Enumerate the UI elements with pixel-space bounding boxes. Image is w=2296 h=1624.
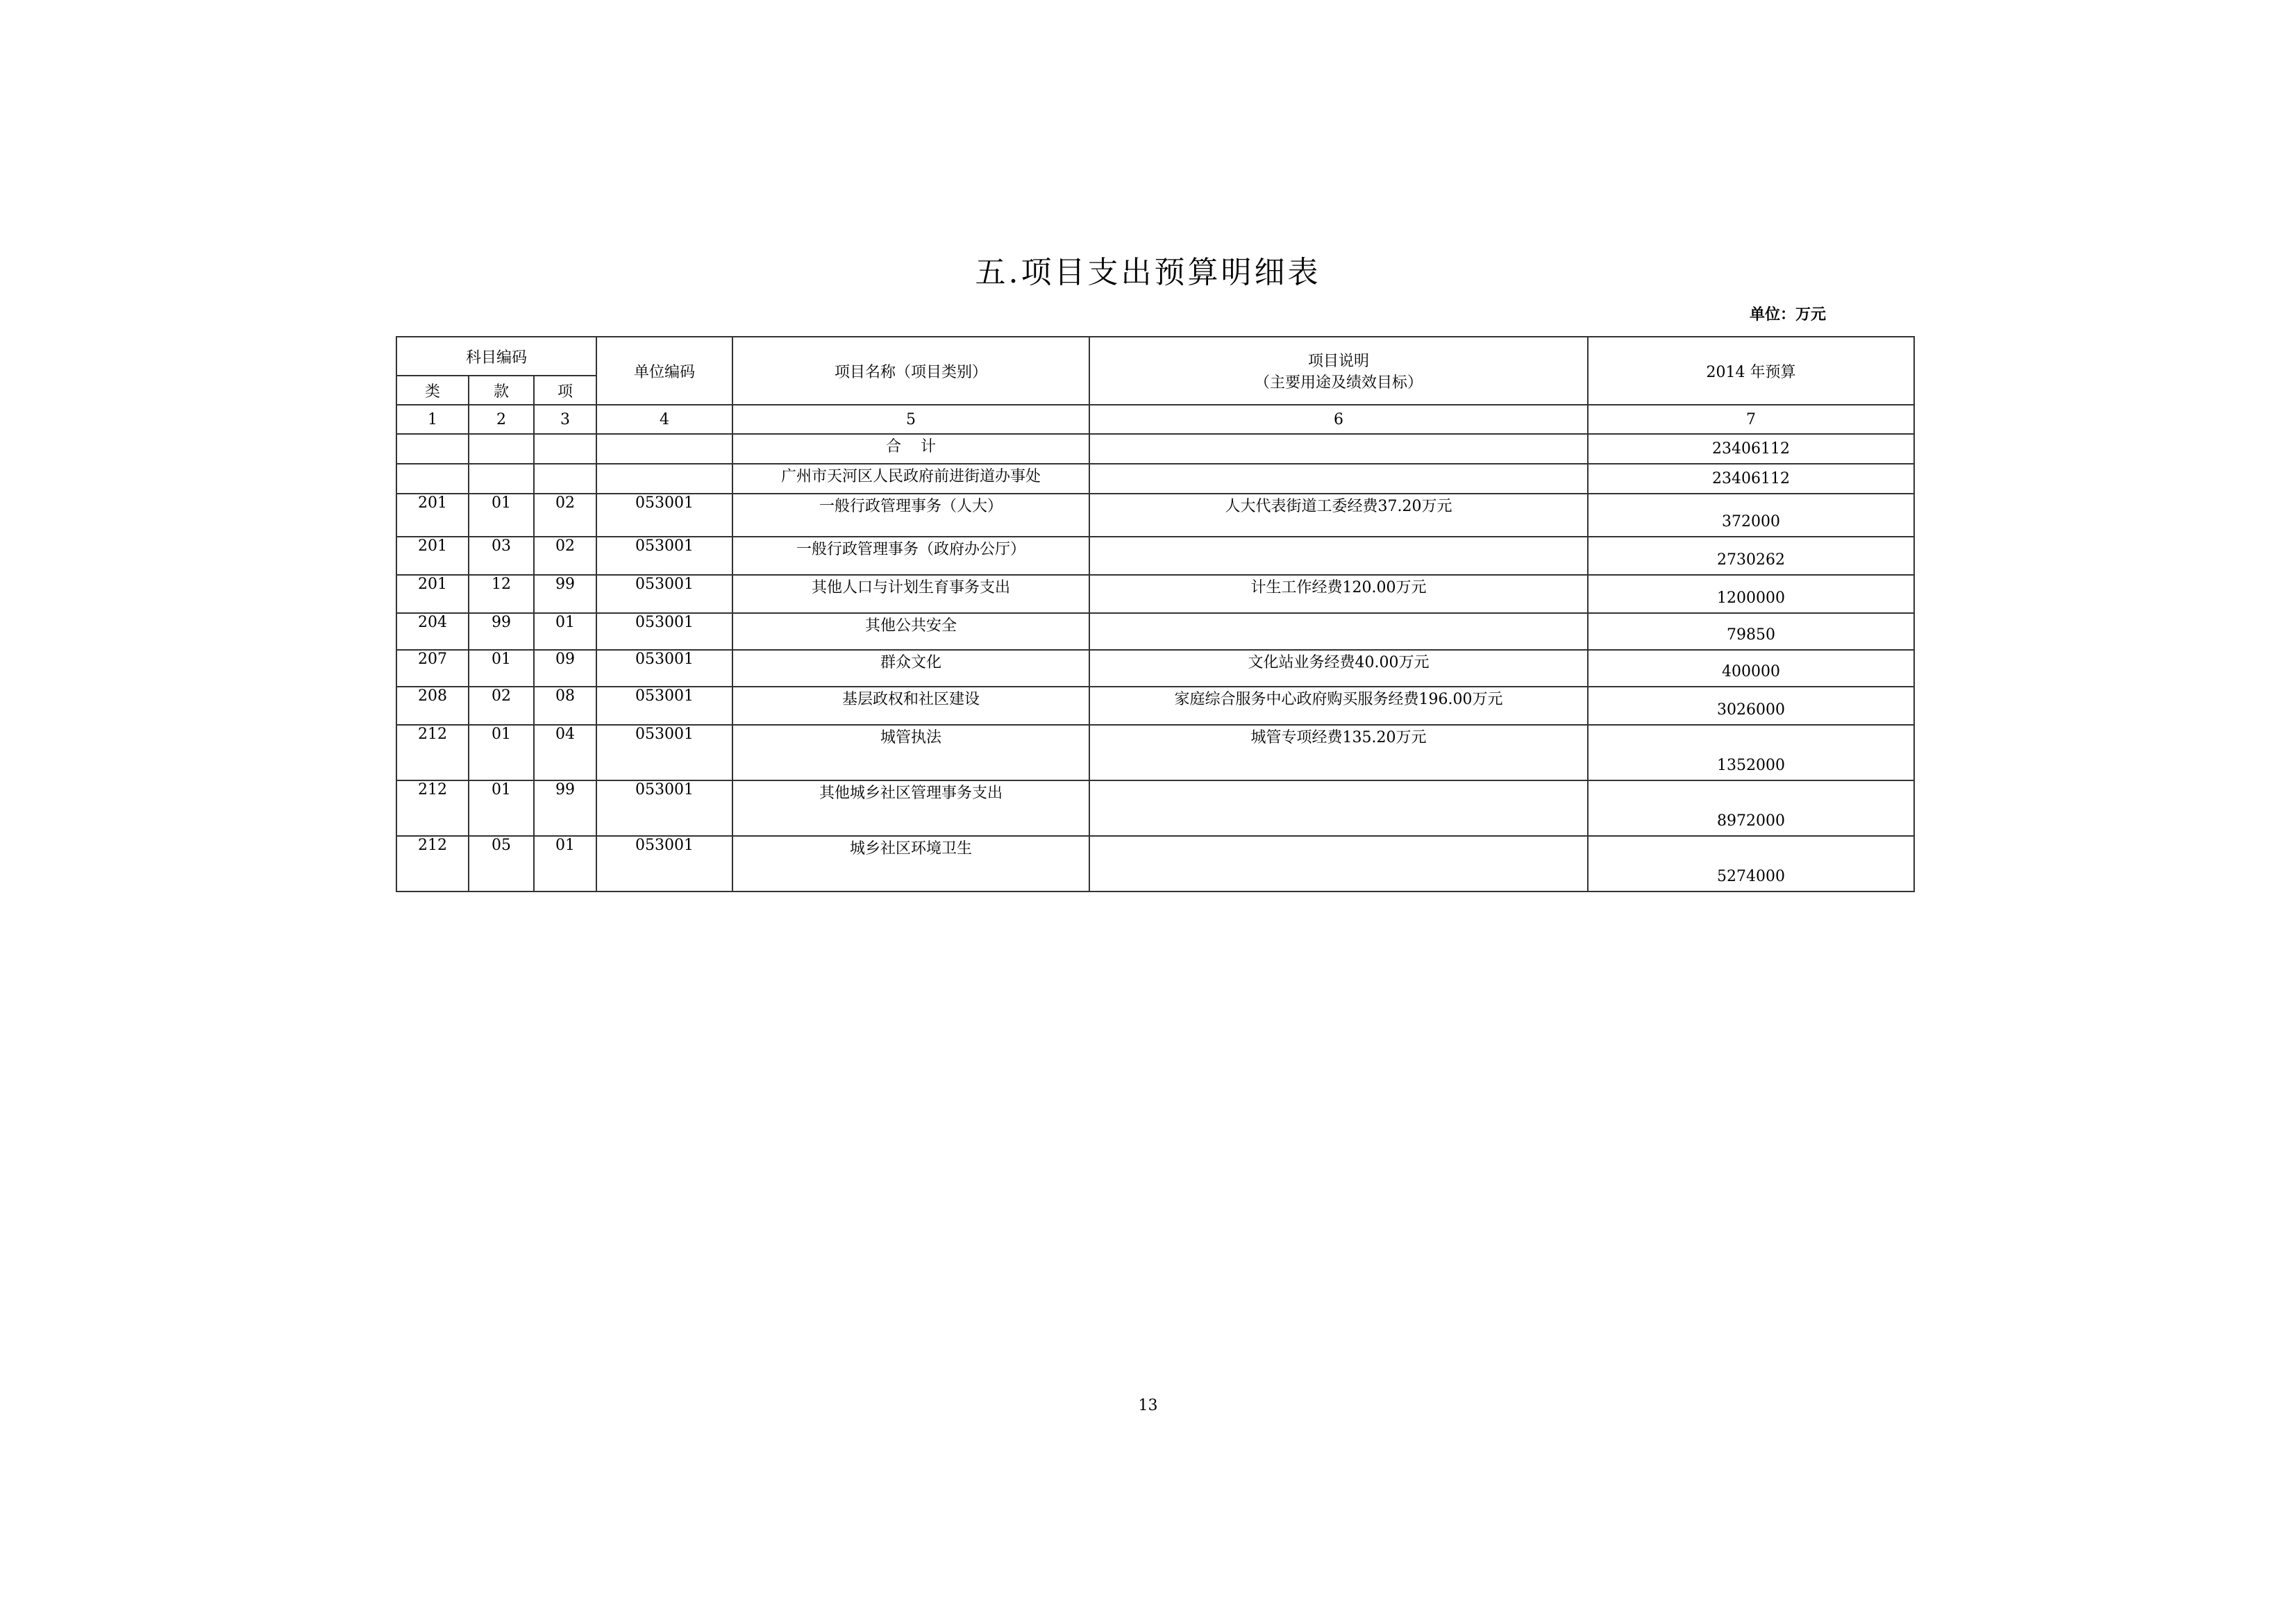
- column-number: 2: [469, 405, 534, 434]
- budget-amount: 1200000: [1588, 575, 1914, 613]
- unit-code: 053001: [596, 725, 732, 780]
- project-name: 一般行政管理事务（人大）: [732, 494, 1089, 537]
- item-code: 04: [534, 725, 596, 780]
- unit-label: 单位：万元: [1750, 305, 1827, 324]
- budget-amount: 372000: [1588, 494, 1914, 537]
- unit-code: 053001: [596, 780, 732, 836]
- item-code: 08: [534, 687, 596, 725]
- project-desc: 计生工作经费120.00万元: [1089, 575, 1588, 613]
- project-desc: [1089, 836, 1588, 891]
- column-number: 1: [396, 405, 469, 434]
- unit-code: 053001: [596, 575, 732, 613]
- budget-amount: 79850: [1588, 613, 1914, 650]
- item-code: 09: [534, 650, 596, 687]
- budget-table: [396, 336, 1915, 892]
- header-project-desc-line2: （主要用途及绩效目标）: [1255, 374, 1423, 392]
- column-number-row: [396, 405, 1914, 434]
- header-budget: 2014 年预算: [1588, 337, 1914, 405]
- header-project-name: 项目名称（项目类别）: [732, 337, 1089, 405]
- project-desc: 家庭综合服务中心政府购买服务经费196.00万元: [1089, 687, 1588, 725]
- budget-amount: 1352000: [1588, 725, 1914, 780]
- unit-code: 053001: [596, 537, 732, 575]
- item-code: 99: [534, 575, 596, 613]
- budget-amount: 3026000: [1588, 687, 1914, 725]
- section-code: 99: [469, 613, 534, 650]
- class-code: 212: [396, 780, 469, 836]
- class-code: 204: [396, 613, 469, 650]
- table-row: [396, 836, 1914, 891]
- section-code: 03: [469, 537, 534, 575]
- column-number: 6: [1089, 405, 1588, 434]
- project-name: 基层政权和社区建设: [732, 687, 1089, 725]
- class-code: 212: [396, 725, 469, 780]
- unit-code: 053001: [596, 494, 732, 537]
- project-desc: 文化站业务经费40.00万元: [1089, 650, 1588, 687]
- total-row: [396, 434, 1914, 464]
- project-name: 城管执法: [732, 725, 1089, 780]
- class-code: 208: [396, 687, 469, 725]
- project-desc: [1089, 537, 1588, 575]
- table-row: [396, 575, 1914, 613]
- project-desc: [1089, 613, 1588, 650]
- item-code: 99: [534, 780, 596, 836]
- unit-code: 053001: [596, 836, 732, 891]
- project-name: 群众文化: [732, 650, 1089, 687]
- table-row: [396, 537, 1914, 575]
- item-code: 01: [534, 836, 596, 891]
- item-code: 02: [534, 494, 596, 537]
- section-code: 12: [469, 575, 534, 613]
- header-subject-code: 科目编码: [396, 337, 596, 376]
- table-row: [396, 687, 1914, 725]
- table-row: [396, 613, 1914, 650]
- project-name: 一般行政管理事务（政府办公厅）: [732, 537, 1089, 575]
- class-code: 201: [396, 575, 469, 613]
- header-class: 类: [396, 376, 469, 405]
- budget-amount: 400000: [1588, 650, 1914, 687]
- column-number: 4: [596, 405, 732, 434]
- column-number: 7: [1588, 405, 1914, 434]
- department-row: [396, 464, 1914, 494]
- section-code: 01: [469, 494, 534, 537]
- project-desc: 人大代表街道工委经费37.20万元: [1089, 494, 1588, 537]
- section-code: 01: [469, 650, 534, 687]
- project-name: 其他城乡社区管理事务支出: [732, 780, 1089, 836]
- unit-code: 053001: [596, 687, 732, 725]
- item-code: 01: [534, 613, 596, 650]
- header-project-desc-line1: 项目说明: [1308, 353, 1370, 370]
- item-code: 02: [534, 537, 596, 575]
- section-code: 01: [469, 725, 534, 780]
- department-amount: 23406112: [1588, 464, 1914, 494]
- header-unit-code: 单位编码: [596, 337, 732, 405]
- section-code: 02: [469, 687, 534, 725]
- header-section: 款: [469, 376, 534, 405]
- project-desc: 城管专项经费135.20万元: [1089, 725, 1588, 780]
- class-code: 212: [396, 836, 469, 891]
- unit-code: 053001: [596, 613, 732, 650]
- project-name: 其他公共安全: [732, 613, 1089, 650]
- total-label: 合 计: [732, 434, 1089, 464]
- unit-code: 053001: [596, 650, 732, 687]
- section-code: 01: [469, 780, 534, 836]
- project-name: 城乡社区环境卫生: [732, 836, 1089, 891]
- department-name: 广州市天河区人民政府前进街道办事处: [732, 464, 1089, 494]
- page-title: 五.项目支出预算明细表: [975, 255, 1321, 290]
- project-desc: [1089, 780, 1588, 836]
- column-number: 3: [534, 405, 596, 434]
- header-project-desc: [1089, 337, 1588, 405]
- header-item: 项: [534, 376, 596, 405]
- table-row: [396, 650, 1914, 687]
- table-row: [396, 780, 1914, 836]
- total-amount: 23406112: [1588, 434, 1914, 464]
- column-number: 5: [732, 405, 1089, 434]
- class-code: 201: [396, 494, 469, 537]
- class-code: 201: [396, 537, 469, 575]
- table-row: [396, 725, 1914, 780]
- table-row: [396, 494, 1914, 537]
- class-code: 207: [396, 650, 469, 687]
- budget-amount: 2730262: [1588, 537, 1914, 575]
- budget-amount: 8972000: [1588, 780, 1914, 836]
- project-name: 其他人口与计划生育事务支出: [732, 575, 1089, 613]
- budget-amount: 5274000: [1588, 836, 1914, 891]
- section-code: 05: [469, 836, 534, 891]
- page-number: 13: [1138, 1397, 1158, 1414]
